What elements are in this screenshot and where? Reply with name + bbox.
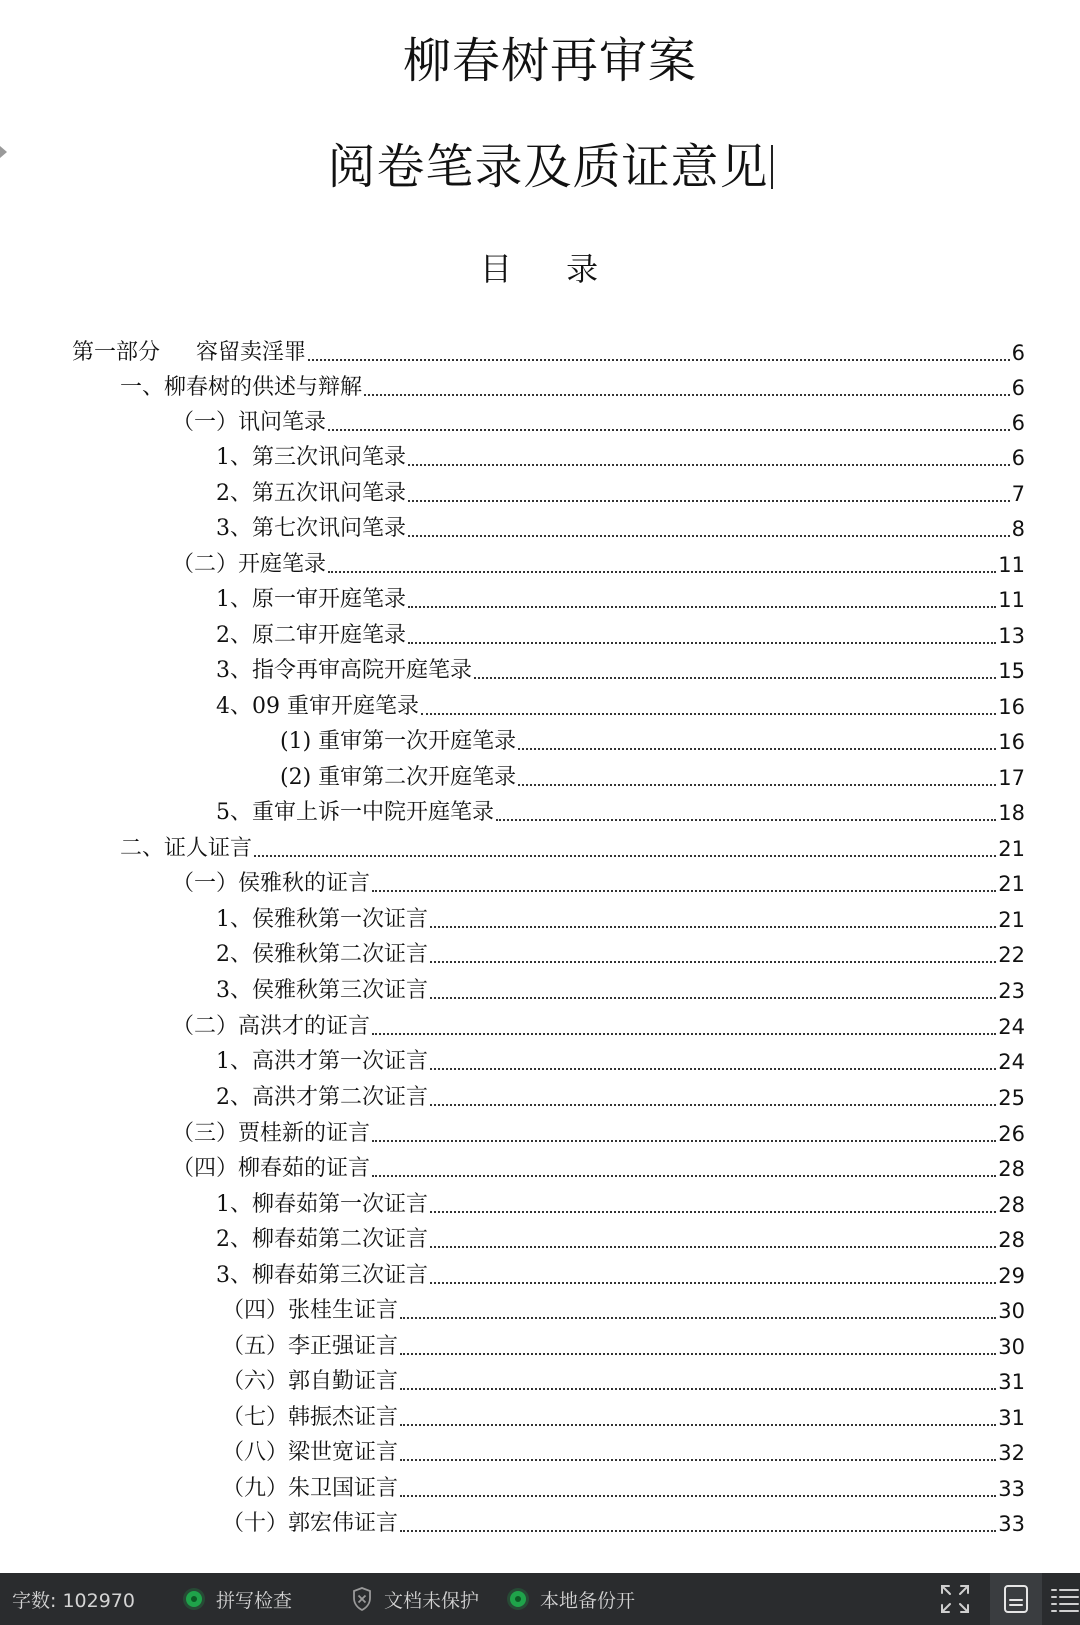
toc-entry[interactable] (222, 1399, 1025, 1433)
dot-leader (408, 535, 1010, 537)
toc-entry-label: 1、原一审开庭笔录 (216, 587, 406, 612)
toc-entry[interactable] (280, 723, 1025, 757)
toc-entry[interactable] (222, 1292, 1025, 1326)
toc-entry-page: 21 (998, 837, 1025, 861)
toc-entry-label: （九）朱卫国证言 (222, 1476, 399, 1501)
dot-leader (372, 1175, 996, 1177)
toc-entry[interactable] (216, 617, 1025, 651)
toc-entry[interactable] (222, 1328, 1025, 1362)
toc-entry[interactable] (216, 652, 1025, 686)
dot-leader (364, 394, 1010, 396)
toc-entry-label: （十）郭宏伟证言 (222, 1511, 399, 1536)
toc-entry-label: （一）侯雅秋的证言 (172, 871, 371, 896)
toc-entry-label: 4、09 重审开庭笔录 (216, 694, 419, 719)
toc-entry[interactable] (222, 1363, 1025, 1397)
toc-entry-label: 3、侯雅秋第三次证言 (216, 978, 428, 1003)
toc-entry-page: 26 (998, 1122, 1025, 1146)
toc-entry[interactable] (120, 830, 1025, 864)
toc-entry-label: （三）贾桂新的证言 (172, 1121, 371, 1146)
dot-leader (372, 1140, 996, 1142)
toc-entry-label: （二）开庭笔录 (172, 552, 327, 577)
text-cursor (771, 145, 773, 189)
outline-view-icon (1048, 1582, 1080, 1616)
dot-leader (430, 1068, 996, 1070)
green-status-dot-icon (510, 1591, 526, 1607)
toc-entry[interactable] (72, 334, 1025, 368)
toc-entry-label: 第一部分 (72, 340, 161, 365)
dot-leader (518, 748, 996, 750)
local-backup-status[interactable] (510, 1573, 635, 1625)
toc-entry[interactable] (222, 1470, 1025, 1504)
dot-leader (400, 1459, 996, 1461)
toc-entry-page: 28 (998, 1193, 1025, 1217)
toc-entry-page: 8 (1011, 517, 1025, 541)
toc-entry-page: 13 (998, 624, 1025, 648)
toc-entry-label: 2、第五次讯问笔录 (216, 481, 406, 506)
dot-leader (408, 500, 1010, 502)
dot-leader (518, 784, 996, 786)
toc-entry-page: 23 (998, 979, 1025, 1003)
dot-leader (430, 1211, 996, 1213)
toc-entry-label: 2、原二审开庭笔录 (216, 623, 406, 648)
toc-entry-label: 5、重审上诉一中院开庭笔录 (216, 800, 494, 825)
fullscreen-button[interactable] (938, 1573, 972, 1625)
toc-entry-page: 32 (998, 1441, 1025, 1465)
toc-entry-page: 17 (998, 766, 1025, 790)
toc-entry[interactable] (172, 1115, 1025, 1149)
toc-entry[interactable] (172, 1008, 1025, 1042)
outline-view-button[interactable] (1048, 1573, 1080, 1625)
toc-entry-page: 24 (998, 1050, 1025, 1074)
toc-entry-label-part2: 容留卖淫罪 (196, 340, 307, 365)
toc-entry[interactable] (222, 1434, 1025, 1468)
toc-entry-page: 30 (998, 1335, 1025, 1359)
toc-entry-page: 11 (998, 553, 1025, 577)
toc-entry[interactable] (216, 1186, 1025, 1220)
toc-entry[interactable] (216, 936, 1025, 970)
toc-entry[interactable] (120, 369, 1025, 403)
toc-entry-page: 6 (1011, 341, 1025, 365)
doc-protection-label: 文档未保护 (384, 1589, 480, 1612)
toc-entry[interactable] (216, 1043, 1025, 1077)
toc-entry-page: 11 (998, 588, 1025, 612)
toc-entry-page: 15 (998, 659, 1025, 683)
toc-entry-page: 7 (1011, 482, 1025, 506)
dot-leader (400, 1495, 996, 1497)
dot-leader (430, 926, 996, 928)
toc-entry[interactable] (216, 510, 1025, 544)
toc-entry[interactable] (216, 972, 1025, 1006)
toc-entry-page: 31 (998, 1370, 1025, 1394)
toc-entry[interactable] (216, 688, 1025, 722)
toc-entry-page: 18 (998, 801, 1025, 825)
toc-entry-page: 16 (998, 730, 1025, 754)
toc-entry-page: 30 (998, 1299, 1025, 1323)
dot-leader (328, 571, 996, 573)
toc-entry[interactable] (216, 901, 1025, 935)
toc-entry-label: （八）梁世宽证言 (222, 1440, 399, 1465)
toc-entry[interactable] (172, 865, 1025, 899)
toc-entry[interactable] (216, 475, 1025, 509)
toc-entry-page: 33 (998, 1477, 1025, 1501)
dot-leader (372, 1033, 996, 1035)
toc-entry-label: 2、侯雅秋第二次证言 (216, 942, 428, 967)
page-view-button[interactable] (990, 1573, 1042, 1625)
toc-entry-page: 21 (998, 908, 1025, 932)
toc-entry-label: 3、指令再审高院开庭笔录 (216, 658, 472, 683)
toc-entry-label: （一）讯问笔录 (172, 410, 327, 435)
toc-entry-page: 21 (998, 872, 1025, 896)
toc-entry-label: (2) 重审第二次开庭笔录 (280, 765, 517, 790)
word-count[interactable]: 字数: 102970 (12, 1589, 135, 1612)
toc-entry-page: 16 (998, 695, 1025, 719)
toc-entry-label: 二、证人证言 (120, 836, 253, 861)
dot-leader (308, 359, 1010, 361)
local-backup-label: 本地备份开 (540, 1589, 636, 1612)
dot-leader (430, 997, 996, 999)
document-title-line-2 (0, 128, 1080, 197)
toc-entry-page: 6 (1011, 446, 1025, 470)
toc-entry-label: 3、第七次讯问笔录 (216, 516, 406, 541)
toc-entry-page: 28 (998, 1228, 1025, 1252)
toc-entry-page: 6 (1011, 411, 1025, 435)
toc-heading: 目 录 (479, 250, 621, 288)
dot-leader (496, 819, 996, 821)
document-title-line-1: 柳春树再审案 (402, 33, 697, 89)
toc-entry[interactable] (172, 546, 1025, 580)
dot-leader (372, 890, 996, 892)
toc-entry-page: 33 (998, 1512, 1025, 1536)
toc-entry[interactable] (222, 1505, 1025, 1539)
toc-entry-page: 31 (998, 1406, 1025, 1430)
toc-entry-label: 1、柳春茹第一次证言 (216, 1192, 428, 1217)
toc-entry[interactable] (280, 759, 1025, 793)
toc-entry[interactable] (216, 794, 1025, 828)
page-view-icon (999, 1582, 1033, 1616)
status-bar (0, 1573, 1080, 1625)
dot-leader (430, 1246, 996, 1248)
toc-entry-label: （四）张桂生证言 (222, 1298, 399, 1323)
toc-entry-page: 22 (998, 943, 1025, 967)
toc-entry-label: 3、柳春茹第三次证言 (216, 1263, 428, 1288)
dot-leader (430, 1282, 996, 1284)
toc-entry[interactable] (216, 1079, 1025, 1113)
dot-leader (400, 1424, 996, 1426)
spell-check-status[interactable] (186, 1573, 292, 1625)
toc-entry-label: 1、第三次讯问笔录 (216, 445, 406, 470)
toc-entry[interactable] (216, 1257, 1025, 1291)
toc-entry-page: 24 (998, 1015, 1025, 1039)
spell-check-label: 拼写检查 (216, 1589, 293, 1612)
dot-leader (421, 713, 996, 715)
dot-leader (254, 855, 996, 857)
dot-leader (408, 464, 1010, 466)
toc-entry-label: 1、侯雅秋第一次证言 (216, 907, 428, 932)
toc-entry-label: 2、高洪才第二次证言 (216, 1085, 428, 1110)
toc-entry-label: （七）韩振杰证言 (222, 1405, 399, 1430)
dot-leader (400, 1317, 996, 1319)
toc-entry-label: 1、高洪才第一次证言 (216, 1049, 428, 1074)
document-title-line-2-text: 阅卷笔录及质证意见 (327, 139, 769, 195)
toc-entry-page: 6 (1011, 376, 1025, 400)
green-status-dot-icon (186, 1591, 202, 1607)
toc-entry-label: （二）高洪才的证言 (172, 1014, 371, 1039)
toc-entry-page: 29 (998, 1264, 1025, 1288)
toc-entry-label: （六）郭自勤证言 (222, 1369, 399, 1394)
doc-protection-status[interactable] (352, 1573, 479, 1625)
toc-entry[interactable] (172, 404, 1025, 438)
fullscreen-icon (938, 1582, 972, 1616)
dot-leader (430, 961, 996, 963)
toc-entry-page: 25 (998, 1086, 1025, 1110)
toc-entry-page: 28 (998, 1157, 1025, 1181)
toc-entry-label: (1) 重审第一次开庭笔录 (280, 729, 517, 754)
toc-entry[interactable] (172, 1150, 1025, 1184)
dot-leader (400, 1388, 996, 1390)
dot-leader (430, 1104, 996, 1106)
toc-entry-label: （五）李正强证言 (222, 1334, 399, 1359)
dot-leader (474, 677, 996, 679)
dot-leader (400, 1530, 996, 1532)
dot-leader (408, 642, 996, 644)
dot-leader (328, 429, 1010, 431)
dot-leader (400, 1353, 996, 1355)
toc-entry[interactable] (216, 439, 1025, 473)
toc-entry-label: 一、柳春树的供述与辩解 (120, 375, 363, 400)
toc-entry[interactable] (216, 1221, 1025, 1255)
toc-entry-label: 2、柳春茹第二次证言 (216, 1227, 428, 1252)
toc-entry-label: （四）柳春茹的证言 (172, 1156, 371, 1181)
shield-icon (352, 1587, 372, 1611)
toc-entry[interactable] (216, 581, 1025, 615)
dot-leader (408, 606, 996, 608)
